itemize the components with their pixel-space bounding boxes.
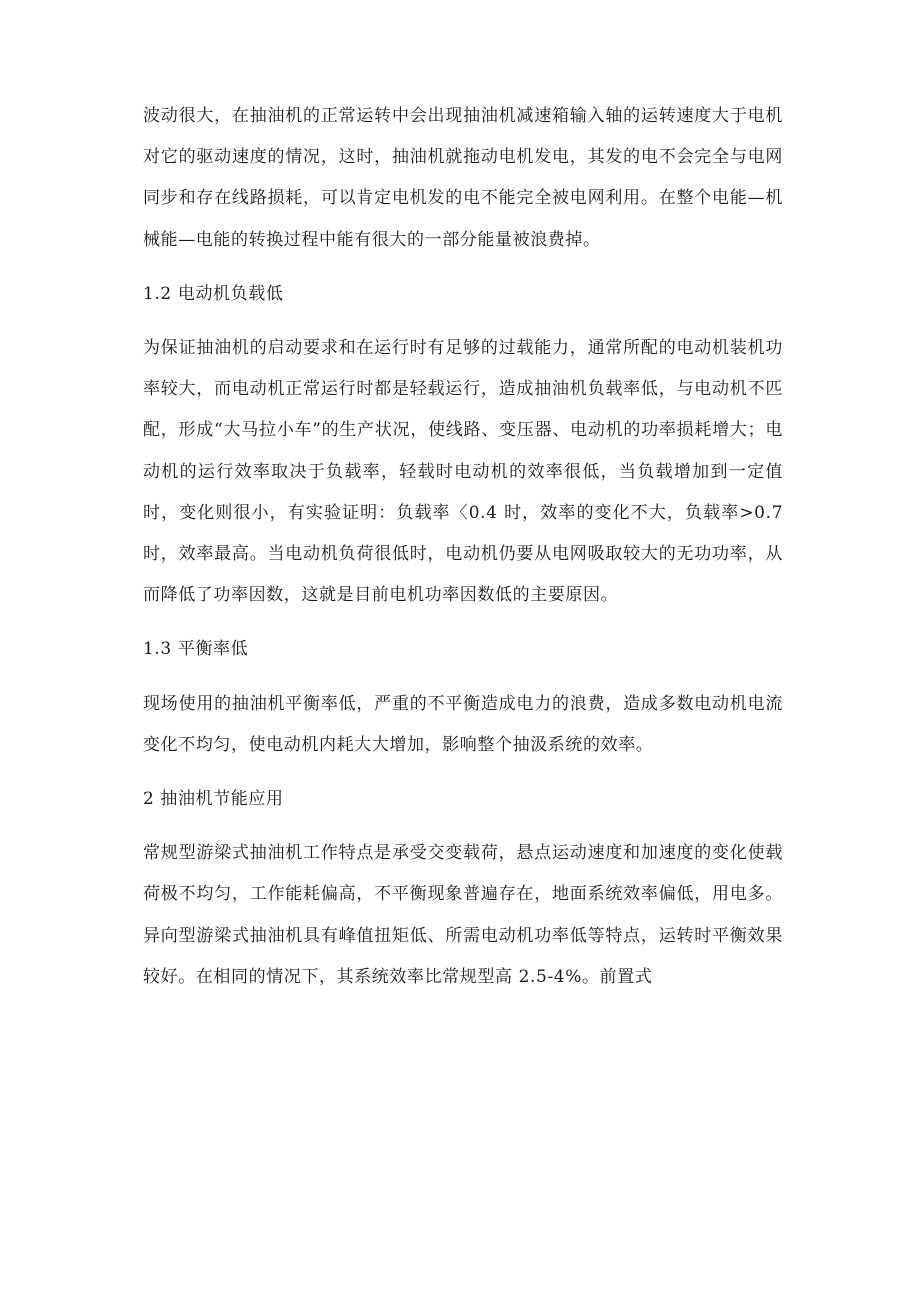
paragraph-energy-saving: 常规型游梁式抽油机工作特点是承受交变载荷，悬点运动速度和加速度的变化使载荷极不均匀，工作能耗偏高，不平衡现象普遍存在，地面系统效率偏低，用电多。异向型游梁式抽油机具有峰值扭矩低、所需电动机功率低等特点，运转时平衡效果较好。在相同的情况下，其系统效率比常规型高 2.5-4%。前置式 [143,843,783,987]
paragraph-motor-low-load: 为保证抽油机的启动要求和在运行时有足够的过载能力，通常所配的电动机装机功率较大，而电动机正常运行时都是轻载运行，造成抽油机负载率低，与电动机不匹配，形成“大马拉小车”的生产状况，使线路、变压器、电动机的功率损耗增大；电动机的运行效率取决于负载率，轻载时电动机的效率很低，当负载增加到一定值时，变化则很小，有实验证明：负载率〈0.4 时，效率的变化不大，负载率>0.7 时，效率最高。当电动机负荷很低时，电动机仍要从电网吸取较大的无功功率，从而降低了功率因数，这就是目前电机功率因数低的主要原因。 [143,338,783,606]
section-heading-2: 2 抽油机节能应用 [143,789,284,810]
section-heading-1-2: 1.2 电动机负载低 [143,283,284,304]
section-heading-1-3: 1.3 平衡率低 [143,639,249,660]
paragraph-energy-waste: 波动很大，在抽油机的正常运转中会出现抽油机减速箱输入轴的运转速度大于电机对它的驱动速度的情况，这时，抽油机就拖动电机发电，其发的电不会完全与电网同步和存在线路损耗，可以肯定电机发的电不能完全被电网利用。在整个电能—机械能—电能的转换过程中能有很大的一部分能量被浪费掉。 [143,106,783,250]
document-body [143,96,783,998]
paragraph-low-balance: 现场使用的抽油机平衡率低，严重的不平衡造成电力的浪费，造成多数电动机电流变化不均匀，使电动机内耗大大增加，影响整个抽汲系统的效率。 [143,693,783,755]
